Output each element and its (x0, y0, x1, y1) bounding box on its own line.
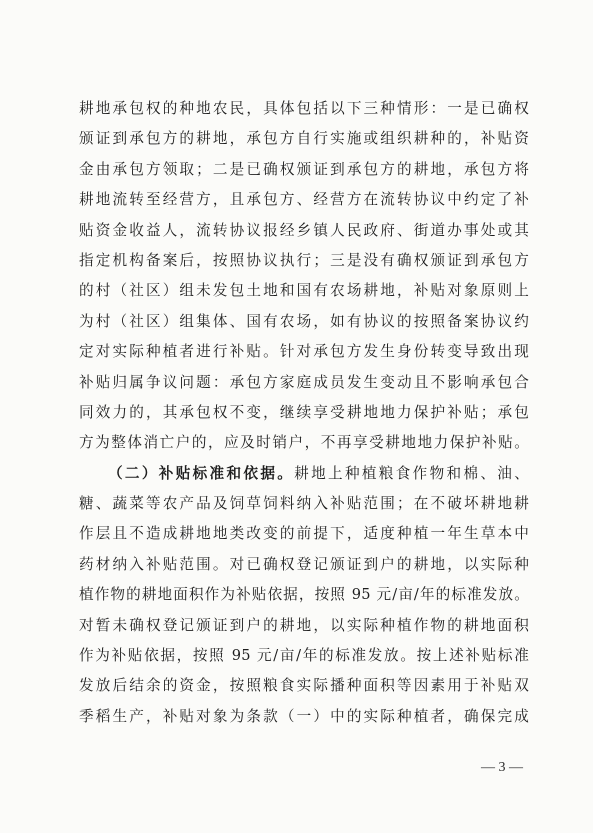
text-line: 指定机构备案后，按照协议执行；三是没有确权颁证到承包方 (79, 251, 529, 269)
text-line: 作层且不造成耕地地类改变的前提下，适度种植一年生草本中 (79, 525, 529, 543)
text-line: 的村（社区）组未发包土地和国有农场耕地，补贴对象原则上 (79, 282, 529, 300)
section-heading: （二）补贴标准和依据。 (108, 464, 295, 482)
text-line: 季稻生产，补贴对象为条款（一）中的实际种植者，确保完成 (79, 707, 529, 725)
text-line: 贴资金收益人，流转协议报经乡镇人民政府、街道办事处或其 (79, 221, 529, 239)
text-line: 耕地流转至经营方，且承包方、经营方在流转协议中约定了补 (79, 191, 529, 209)
text-line: 同效力的，其承包权不变，继续享受耕地地力保护补贴；承包 (79, 403, 529, 421)
text-line: 补贴归属争议问题：承包方家庭成员发生变动且不影响承包合 (79, 373, 529, 391)
text-line: 植作物的耕地面积作为补贴依据，按照 95 元/亩/年的标准发放。 (79, 586, 529, 604)
text-span: 耕地上种植粮食作物和棉、油、 (294, 464, 529, 482)
text-line: 方为整体消亡户的，应及时销户，不再享受耕地地力保护补贴。 (79, 434, 529, 452)
page-number: — 3 — (481, 760, 523, 775)
text-line: 颁证到承包方的耕地，承包方自行实施或组织耕种的，补贴资 (79, 130, 529, 148)
text-line: 耕地承包权的种地农民，具体包括以下三种情形：一是已确权 (79, 100, 529, 117)
text-line: 作为补贴依据，按照 95 元/亩/年的标准发放。按上述补贴标准 (79, 647, 529, 665)
text-line: 药材纳入补贴范围。对已确权登记颁证到户的耕地，以实际种 (79, 555, 529, 573)
text-line: 定对实际种植者进行补贴。针对承包方发生身份转变导致出现 (79, 343, 529, 361)
text-line: 为村（社区）组集体、国有农场，如有协议的按照备案协议约 (79, 312, 529, 330)
paragraph-first-line (79, 459, 529, 489)
text-line: 对暂未确权登记颁证到户的耕地，以实际种植作物的耕地面积 (79, 616, 529, 634)
body-text (79, 94, 529, 732)
text-line: 糖、蔬菜等农产品及饲草饲料纳入补贴范围；在不破坏耕地耕 (79, 495, 529, 513)
text-line: 发放后结余的资金，按照粮食实际播种面积等因素用于补贴双 (79, 677, 529, 695)
text-line: 金由承包方领取；二是已确权颁证到承包方的耕地，承包方将 (79, 160, 529, 178)
